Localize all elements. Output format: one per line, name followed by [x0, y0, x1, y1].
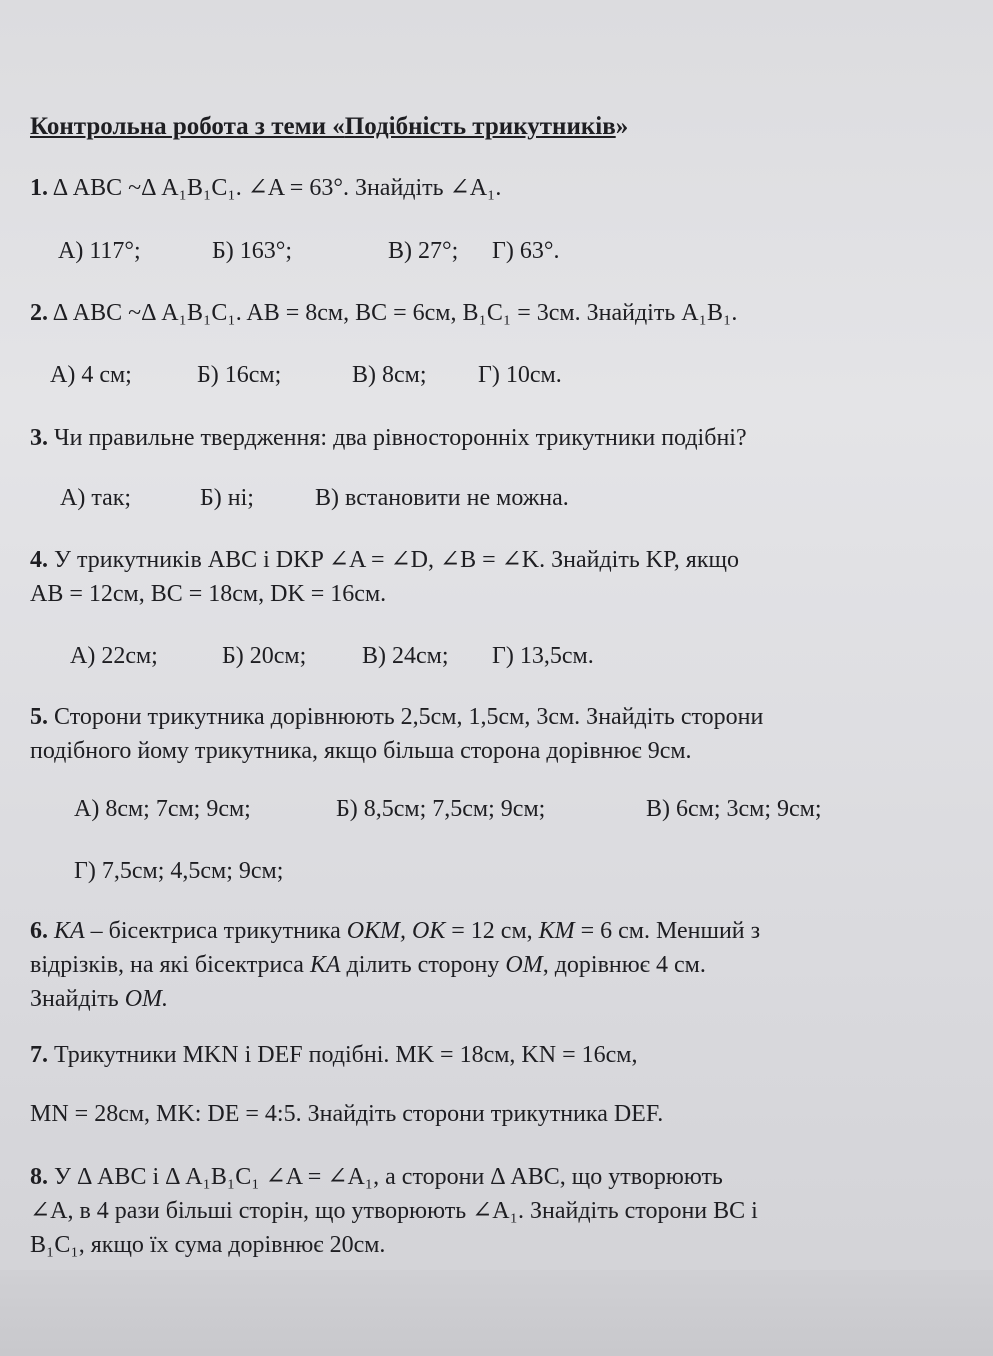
question-5-line-2: подібного йому трикутника, якщо більша сторона дорівнює 9см. — [30, 738, 692, 764]
question-1: 1. Δ ABC ~Δ A₁B₁C₁. ∠A = 63°. Знайдіть ∠A₁. — [30, 175, 502, 201]
question-6-line-3: Знайдіть ОМ. — [30, 986, 169, 1012]
q3-option-a: А) так; — [60, 485, 132, 511]
question-7-line-2: MN = 28см, MK: DE = 4:5. Знайдіть сторони трикутника DEF. — [30, 1101, 664, 1127]
q4-option-c: В) 24см; — [362, 643, 449, 669]
q1-option-d: Г) 63°. — [492, 238, 560, 264]
q4-option-b: Б) 20см; — [222, 643, 307, 669]
q1-option-b: Б) 163°; — [212, 238, 293, 264]
question-4-line-2: AB = 12см, BC = 18см, DK = 16см. — [30, 581, 387, 607]
q3-option-b: Б) ні; — [200, 485, 254, 511]
question-4: 4. У трикутників ABC і DKP ∠A = ∠D, ∠B = ∠K. Знайдіть KP, якщо — [30, 547, 739, 573]
question-6: 6. КА – бісектриса трикутника ОКМ, ОК = 12 см, КМ = 6 см. Менший з — [30, 918, 761, 944]
question-6-line-2: відрізків, на які бісектриса КА ділить сторону ОМ, дорівнює 4 см. — [30, 952, 706, 978]
q2-option-a: А) 4 см; — [50, 362, 132, 388]
q4-option-a: А) 22см; — [70, 643, 158, 669]
page-title: Контрольна робота з теми «Подібність трикутників» — [30, 113, 629, 140]
question-8-line-2: ∠A, в 4 рази більші сторін, що утворюють ∠A₁. Знайдіть сторони BC і — [30, 1198, 758, 1224]
paper-bottom-shadow — [0, 1270, 993, 1356]
q3-option-c: В) встановити не можна. — [315, 485, 569, 511]
q5-option-a: А) 8см; 7см; 9см; — [74, 796, 251, 822]
q5-option-d: Г) 7,5см; 4,5см; 9см; — [74, 858, 284, 884]
question-2: 2. Δ ABC ~Δ A₁B₁C₁. AB = 8см, ВС = 6см, В₁С₁ = 3см. Знайдіть A₁B₁. — [30, 300, 738, 326]
question-7: 7. Трикутники MKN і DEF подібні. MK = 18см, KN = 16см, — [30, 1042, 638, 1068]
q2-option-b: Б) 16см; — [197, 362, 282, 388]
question-5: 5. Сторони трикутника дорівнюють 2,5см, 1,5см, 3см. Знайдіть сторони — [30, 704, 764, 730]
question-3: 3. Чи правильне твердження: два рівносторонніх трикутники подібні? — [30, 425, 747, 451]
q1-option-a: А) 117°; — [58, 238, 141, 264]
q2-option-c: В) 8см; — [352, 362, 427, 388]
q5-option-c: В) 6см; 3см; 9см; — [646, 796, 822, 822]
q1-option-c: В) 27°; — [388, 238, 459, 264]
question-8-line-3: B₁C₁, якщо їх сума дорівнює 20см. — [30, 1232, 386, 1258]
q5-option-b: Б) 8,5см; 7,5см; 9см; — [336, 796, 546, 822]
q4-option-d: Г) 13,5см. — [492, 643, 594, 669]
q2-option-d: Г) 10см. — [478, 362, 562, 388]
question-8: 8. У Δ ABC і Δ A₁B₁C₁ ∠A = ∠A₁, а сторони Δ ABC, що утворюють — [30, 1164, 723, 1190]
title-topic: Подібність трикутників — [344, 113, 616, 140]
